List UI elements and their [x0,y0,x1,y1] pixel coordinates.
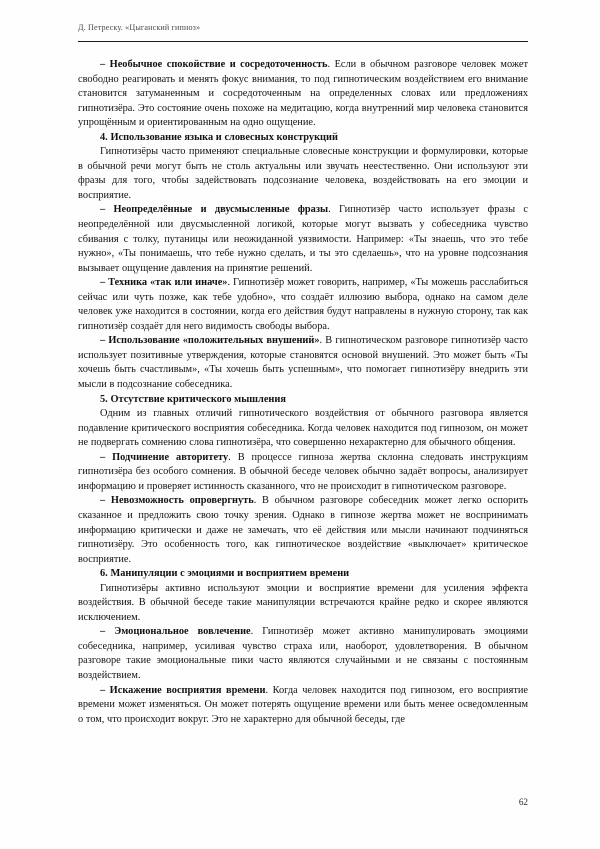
bullet-paragraph [78,625,528,683]
body-text-column [78,58,528,727]
bullet-paragraph [78,451,528,495]
paragraph-lead-in: – Техника «так или иначе» [100,277,228,289]
paragraph-body: . Гипнотизёр часто использует фразы с неопределённой или двусмысленной логикой, которые могут вызвать у собеседника чувство сбивания с толку, путаницы или неожиданной уязвимости. Например: «Ты знаешь, что это тебе нужно», «Ты понимаешь, что тебе нужно сделать, и ты это сделаешь», что на уровне подсознания вызывает ощущение давления на принятие решений. [78,204,528,274]
bullet-paragraph [78,276,528,334]
section-heading: 5. Отсутствие критического мышления [100,393,286,405]
section-heading: 4. Использование языка и словесных конструкций [100,131,338,143]
paragraph-lead-in: – Использование «положительных внушений» [100,335,320,347]
header-rule [78,41,528,42]
paragraph-lead-in: – Необычное спокойствие и сосредоточенность [100,59,328,70]
page-number: 62 [518,797,528,807]
body-paragraph: Одним из главных отличий гипнотического воздействия от обычного разговора является подавление критического восприятия собеседника. Когда человек находится под гипнозом, он может не подвергать сомнению слова гипнотизёра, что совершенно нехарактерно для обычного общения. [78,408,528,449]
bullet-paragraph [78,494,528,567]
paragraph-body: . Гипнотизёр может говорить, например, «Ты можешь расслабиться сейчас или чуть позже, как тебе удобно», что создаёт иллюзию выбора, однако на самом деле человек уже находится в состоянии, когда его действия будут направлены в нужную сторону, так как гипнотизёр создаёт для него видимость свободы выбора. [78,277,528,332]
paragraph-body: . Когда человек находится под гипнозом, его восприятие времени может изменяться. Он может потерять ощущение времени или быть менее осведомленным о том, что происходит вокруг. Это не характерно для обычной беседы, где [78,684,528,725]
bullet-paragraph [78,334,528,392]
paragraph-lead-in: – Невозможность опровергнуть [100,495,254,507]
paragraph-lead-in: – Подчинение авторитету [100,451,229,463]
paragraph-lead-in: – Неопределённые и двусмысленные фразы [100,204,329,216]
paragraph-body: . Если в обычном разговоре человек может свободно реагировать и менять фокус внимания, то под гипнотическим воздействием его внимание становится затуманенным и сосредоточенным на определенных словах или предложениях гипнотизёра. Это состояние очень похоже на медитацию, когда внутренний мир человека становится упрощённым и ориентированным на одно ощущение. [78,59,528,129]
bullet-paragraph [78,684,528,728]
section-heading: 6. Манипуляции с эмоциями и восприятием времени [100,568,350,580]
body-paragraph: Гипнотизёры активно используют эмоции и восприятие времени для усиления эффекта воздействия. В обычной беседе такие манипуляции встречаются крайне редко и скорее являются исключением. [78,582,528,623]
bullet-paragraph [78,203,528,276]
paragraph-lead-in: – Эмоциональное вовлечение [100,626,251,638]
running-header: Д. Петреску. «Цыганский гипноз» [78,23,201,32]
bullet-paragraph [78,58,528,131]
paragraph-lead-in: – Искажение восприятия времени [100,684,266,696]
paragraph-body: . В гипнотическом разговоре гипнотизёр часто использует позитивные утверждения, которые становятся основой внушений. Это может быть «Ты хочешь быть счастливым», «Ты хочешь быть успешным», что помогает гипнотизёру внедрить эти мысли в подсознание собеседника. [78,335,528,391]
body-paragraph: Гипнотизёры часто применяют специальные словесные конструкции и формулировки, которые в обычной речи могут быть не столь актуальны или звучать неестественно. Они используют эти фразы для того, чтобы задействовать подсознание человека, воздействовать на его эмоции и восприятие. [78,146,528,201]
paragraph-body: . Гипнотизёр может активно манипулировать эмоциями собеседника, например, усиливая чувство страха или, наоборот, удовлетворения. В обычном разговоре такие эмоциональные пики часто являются случайными и не связаны с постоянным воздействием. [78,626,528,681]
paragraph-body: . В обычном разговоре собеседник может легко оспорить сказанное и предложить свою точку зрения. Однако в гипнозе жертва может не воспринимать информацию критически и даже не замечать, что её действия или мысли начинают подчиняться гипнотизёру. Это особенность того, как гипнотическое воздействие «выключает» критическое восприятие. [78,495,528,565]
paragraph-body: . В процессе гипноза жертва склонна следовать инструкциям гипнотизёра без особого сомнения. В обычной беседе человек обычно задаёт вопросы, анализирует информацию и проверяет истинность сказанного, что не происходит в гипнотическом разговоре. [78,451,529,492]
